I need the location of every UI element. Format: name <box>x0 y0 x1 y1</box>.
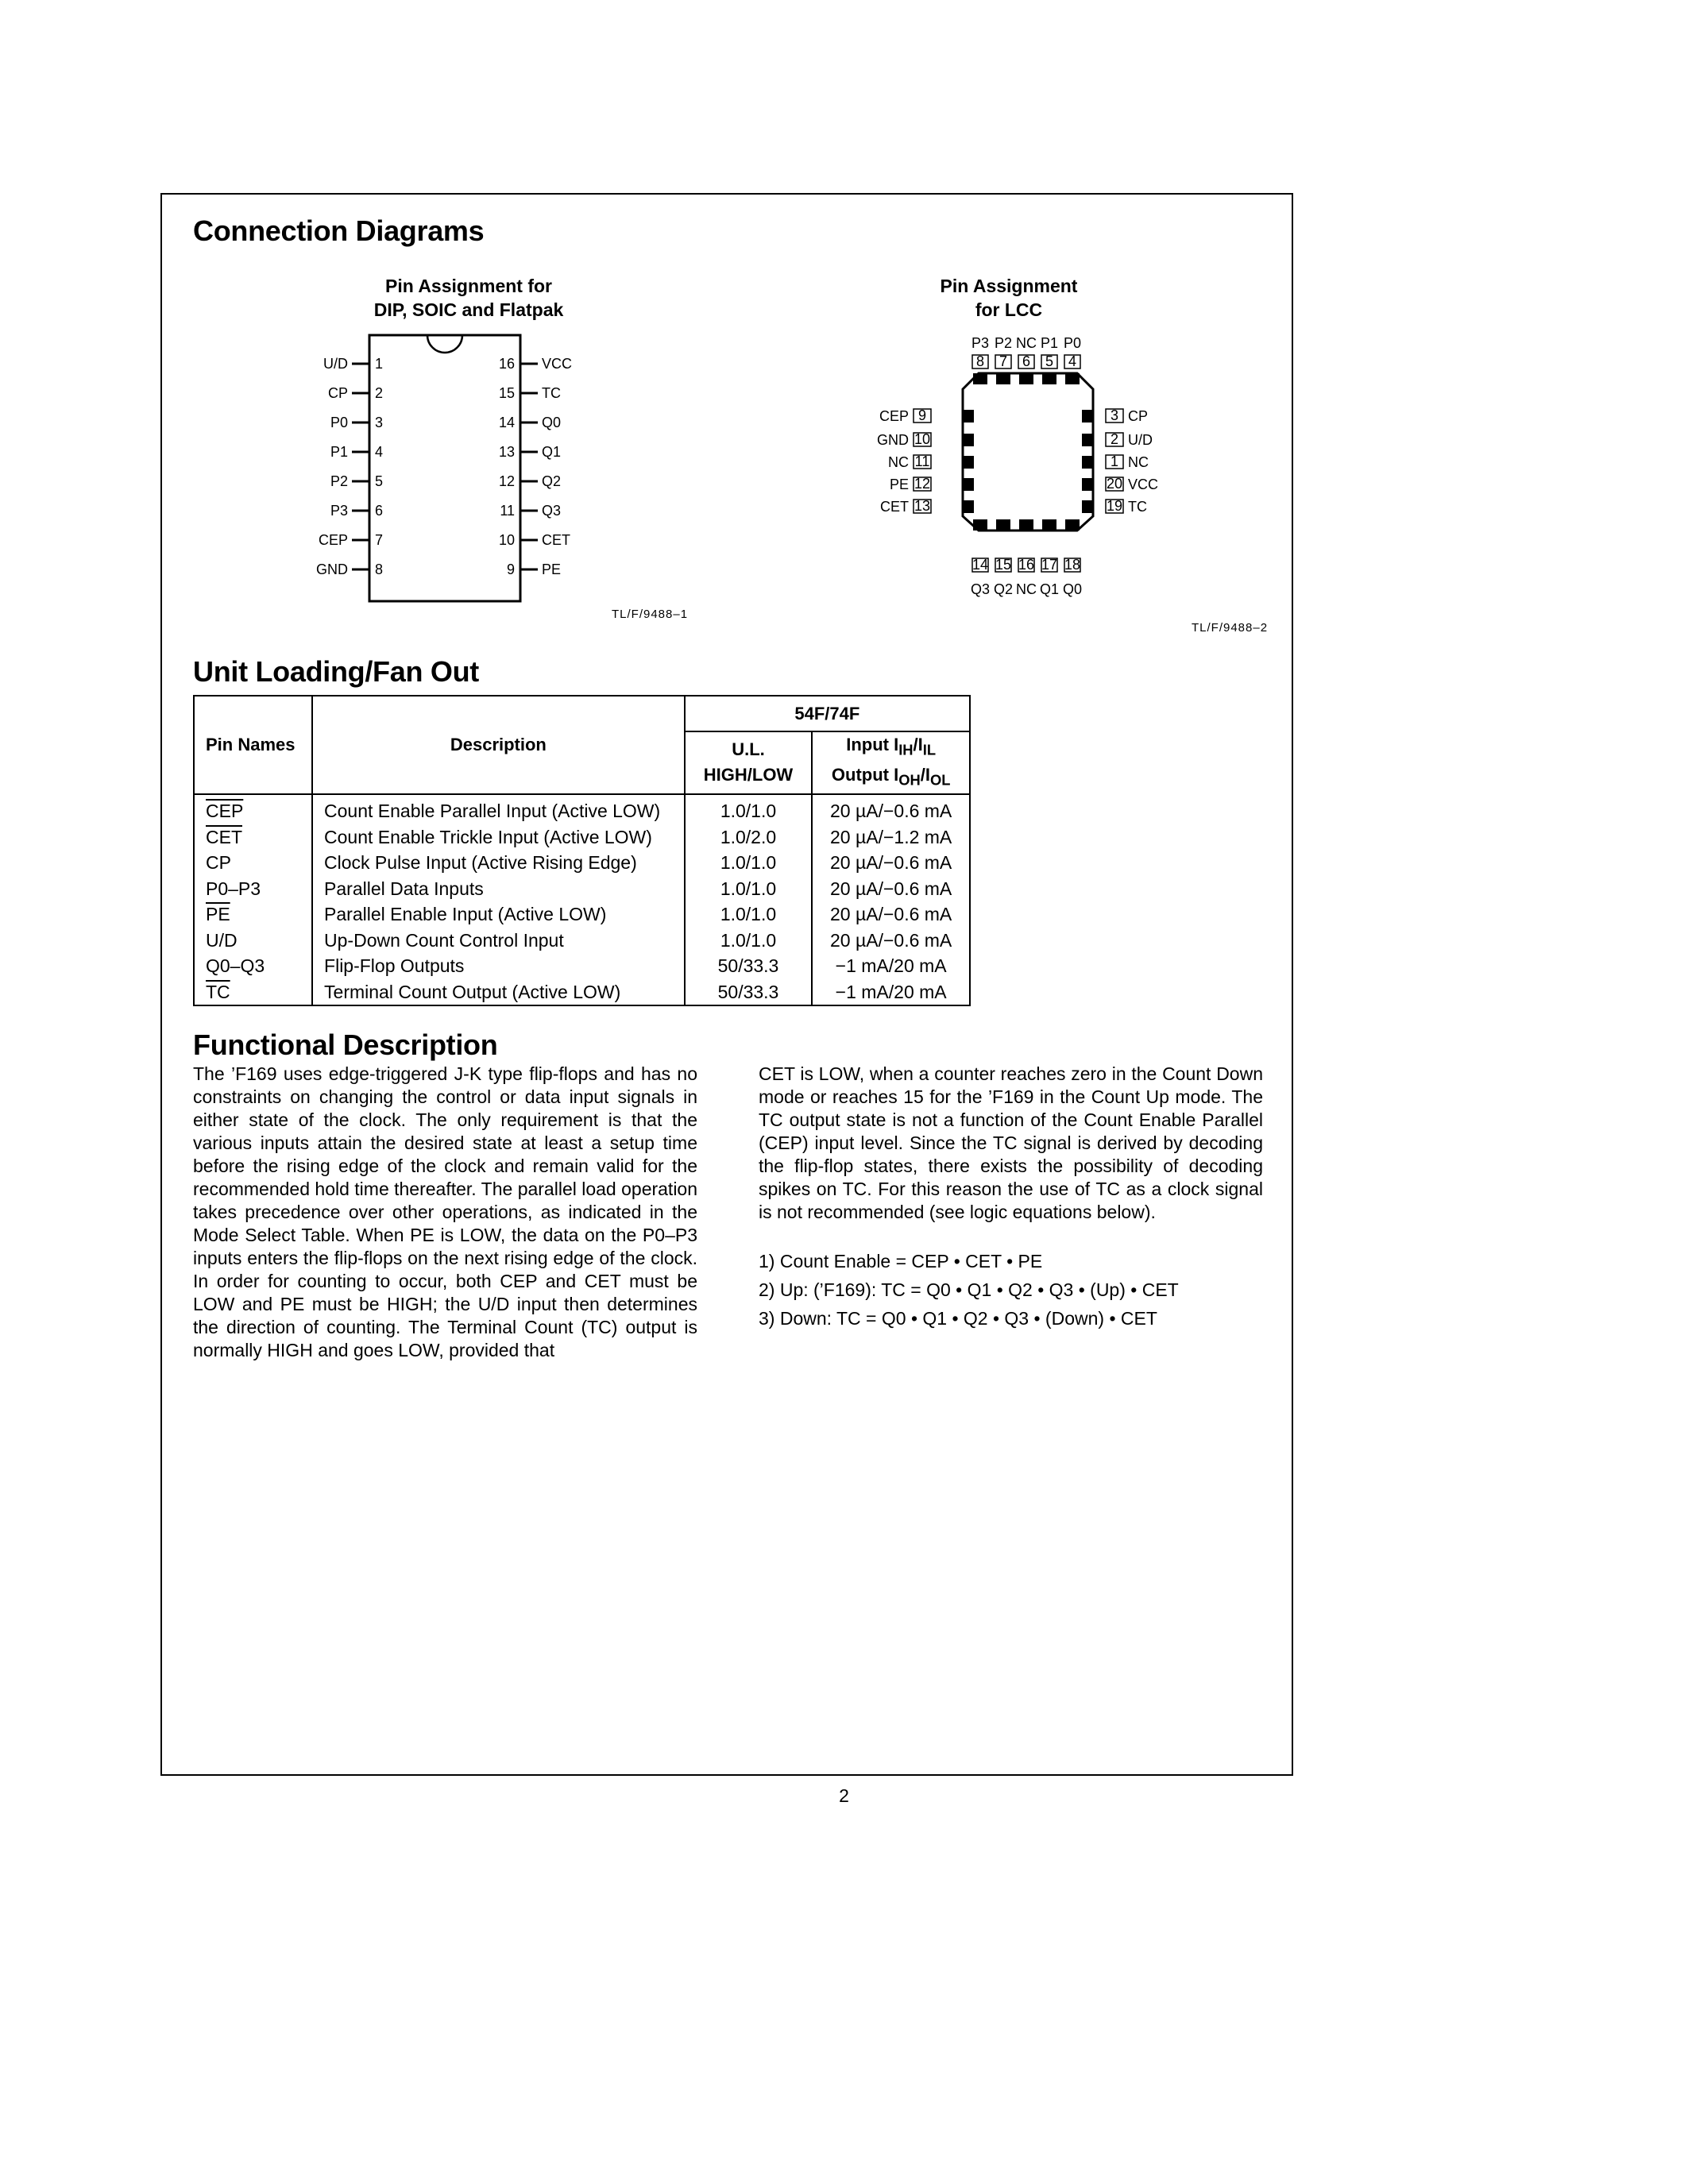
lcc-pin-number: 17 <box>1041 557 1058 573</box>
dip-pin-label: CEP <box>318 532 348 548</box>
pin-description: Flip-Flop Outputs <box>312 953 685 979</box>
lcc-figure-id: TL/F/9488–2 <box>1192 621 1269 635</box>
lcc-pad <box>1019 519 1033 531</box>
lcc-pad <box>963 478 974 491</box>
io-current: 20 µA/−0.6 mA <box>812 875 970 901</box>
pin-description: Count Enable Trickle Input (Active LOW) <box>312 824 685 850</box>
io-current: −1 mA/20 mA <box>812 953 970 979</box>
lcc-pin-number: 13 <box>914 498 931 514</box>
lcc-package-body <box>963 373 1093 531</box>
lcc-pad <box>996 373 1010 384</box>
lcc-pin-label: P2 <box>994 335 1013 351</box>
io-current: 20 µA/−0.6 mA <box>812 901 970 928</box>
dip-pin-number: 3 <box>375 415 384 430</box>
lcc-pad <box>963 456 974 469</box>
col-pin-names: Pin Names <box>194 696 312 794</box>
lcc-pad <box>1065 519 1080 531</box>
dip-notch <box>427 335 462 353</box>
col-input-output: Input $I_{IH}/I_{IL}$ Output $I_{OH}/I_{OL}$ <box>812 731 970 794</box>
dip-pin-label: P0 <box>330 415 348 430</box>
table-row <box>194 794 970 824</box>
dip-pin-label: P1 <box>330 444 348 460</box>
pin-description: Clock Pulse Input (Active Rising Edge) <box>312 850 685 876</box>
dip-pin-number: 12 <box>498 473 515 489</box>
pin-name: $\overline{CET}$ <box>206 826 242 847</box>
unit-load: 1.0/1.0 <box>685 875 813 901</box>
pin-description: Parallel Data Inputs <box>312 875 685 901</box>
lcc-caption: Pin Assignment for LCC <box>940 276 1078 320</box>
lcc-pin-number: 14 <box>971 557 989 573</box>
lcc-pin-label: P0 <box>1063 335 1082 351</box>
lcc-pad <box>1082 434 1093 446</box>
lcc-pad <box>1082 456 1093 469</box>
col-54f74f: 54F/74F <box>685 696 970 731</box>
lcc-pin-number: 1 <box>1110 453 1119 469</box>
dip-pin-label: P3 <box>330 503 348 519</box>
lcc-pin-label: NC <box>1016 335 1037 351</box>
lcc-pin-label: P3 <box>971 335 990 351</box>
pin-description: Up-Down Count Control Input <box>312 927 685 953</box>
pin-description: Terminal Count Output (Active LOW) <box>312 978 685 1005</box>
lcc-pad <box>1065 373 1080 384</box>
lcc-pin-number: 6 <box>1022 353 1031 369</box>
dip-pin-label: CET <box>542 532 570 548</box>
dip-pin-number: 16 <box>498 356 515 372</box>
unit-load: 50/33.3 <box>685 978 813 1005</box>
lcc-pin-number: 5 <box>1045 353 1054 369</box>
dip-pin-label: Q3 <box>542 503 562 519</box>
unit-load: 1.0/1.0 <box>685 794 813 824</box>
lcc-pin-number: 9 <box>917 407 927 423</box>
table-row <box>194 978 970 1005</box>
lcc-pad <box>1042 373 1056 384</box>
lcc-pin-label: Q1 <box>1039 581 1060 597</box>
io-current: 20 µA/−0.6 mA <box>812 927 970 953</box>
lcc-pin-number: 19 <box>1106 498 1123 514</box>
lcc-pin-label: GND <box>877 432 909 448</box>
connection-diagrams-heading: Connection Diagrams <box>193 214 485 247</box>
lcc-pin-number: 18 <box>1064 557 1081 573</box>
lcc-pin-number: 11 <box>914 453 930 469</box>
dip-pin-number: 5 <box>375 473 384 489</box>
lcc-pin-label: NC <box>888 454 909 470</box>
dip-pin-number: 2 <box>375 385 384 401</box>
lcc-pin-label: CP <box>1128 408 1149 424</box>
lcc-pin-label: NC <box>1128 454 1149 470</box>
lcc-pin-number: 20 <box>1106 476 1123 492</box>
lcc-pad <box>963 500 974 513</box>
dip-pin-label: TC <box>542 385 561 401</box>
lcc-pad <box>1019 373 1033 384</box>
pin-name: U/D <box>206 929 238 951</box>
functional-description-heading: Functional Description <box>193 1028 498 1061</box>
functional-text-col2: CET is LOW, when a counter reaches zero in the Count Down mode or reaches 15 for the ’F169 in the Count Up mode. The TC output state is not a function of the Count Enable Parallel (CEP) input level. Since the TC signal is derived by decoding the flip-flop states, there exists the possibility of decoding spikes on TC. For this reason the use of TC as a clock signal is not recommended (see logic equations below). <box>759 1063 1263 1222</box>
pin-name: $\overline{TC}$ <box>206 981 230 1002</box>
lcc-pinout-diagram <box>858 326 1192 619</box>
dip-pin-label: PE <box>542 561 562 577</box>
lcc-pad <box>1082 500 1093 513</box>
lcc-pad <box>1082 478 1093 491</box>
unit-load: 1.0/1.0 <box>685 927 813 953</box>
dip-pin-number: 6 <box>375 503 384 519</box>
dip-pin-number: 15 <box>498 385 515 401</box>
lcc-pin-label: Q3 <box>970 581 991 597</box>
unit-load: 50/33.3 <box>685 953 813 979</box>
lcc-pin-label: TC <box>1128 499 1147 515</box>
table-row <box>194 850 970 876</box>
lcc-pad <box>1082 410 1093 423</box>
pin-name: $\overline{PE}$ <box>206 904 230 925</box>
lcc-pad <box>1042 519 1056 531</box>
dip-pin-label: Q0 <box>542 415 562 430</box>
lcc-pad <box>963 410 974 423</box>
table-row <box>194 927 970 953</box>
table-row <box>194 824 970 850</box>
dip-pin-number: 8 <box>375 561 384 577</box>
lcc-pin-number: 8 <box>975 353 985 369</box>
dip-pin-label: Q1 <box>542 444 562 460</box>
unit-load: 1.0/1.0 <box>685 901 813 928</box>
lcc-pin-label: VCC <box>1128 477 1159 492</box>
io-current: 20 µA/−1.2 mA <box>812 824 970 850</box>
lcc-pin-label: Q0 <box>1062 581 1083 597</box>
equation-up: 2) Up: (’F169): TC = Q0 • Q1 • Q2 • Q3 • (Up) • CET <box>759 1279 1179 1300</box>
io-current: 20 µA/−0.6 mA <box>812 850 970 876</box>
pin-description: Count Enable Parallel Input (Active LOW) <box>312 794 685 824</box>
lcc-pin-number: 15 <box>995 557 1012 573</box>
pin-name: P0–P3 <box>206 878 261 899</box>
dip-pin-label: Q2 <box>542 473 562 489</box>
lcc-pad <box>973 373 987 384</box>
lcc-pin-label: U/D <box>1128 432 1153 448</box>
dip-pin-label: U/D <box>323 356 348 372</box>
col-description: Description <box>312 696 685 794</box>
dip-pin-number: 14 <box>498 415 515 430</box>
lcc-pin-number: 10 <box>914 431 931 447</box>
equation-down: 3) Down: TC = Q0 • Q1 • Q2 • Q3 • (Down) • CET <box>759 1308 1157 1329</box>
lcc-pin-number: 12 <box>914 476 931 492</box>
pin-name: CP <box>206 852 231 874</box>
dip-pin-number: 11 <box>500 503 515 519</box>
dip-pin-number: 13 <box>498 444 515 460</box>
dip-pin-number: 4 <box>375 444 384 460</box>
dip-pin-number: 1 <box>375 356 384 372</box>
lcc-pin-number: 16 <box>1018 557 1035 573</box>
dip-pin-number: 7 <box>375 532 384 548</box>
unit-loading-table <box>193 695 971 1006</box>
dip-pin-label: VCC <box>542 356 573 372</box>
dip-figure-id: TL/F/9488–1 <box>612 608 689 621</box>
table-row <box>194 953 970 979</box>
lcc-pin-number: 7 <box>999 353 1008 369</box>
lcc-pin-label: P1 <box>1040 335 1059 351</box>
lcc-pin-label: CEP <box>879 408 909 424</box>
col-ul: U.L. HIGH/LOW <box>685 731 813 794</box>
lcc-pad <box>973 519 987 531</box>
io-current: 20 µA/−0.6 mA <box>812 794 970 824</box>
unit-load: 1.0/1.0 <box>685 850 813 876</box>
dip-package-body <box>369 335 520 601</box>
lcc-pin-number: 3 <box>1110 407 1119 423</box>
lcc-pin-number: 4 <box>1068 353 1077 369</box>
dip-pin-label: P2 <box>330 473 348 489</box>
page-number: 2 <box>839 1785 849 1806</box>
dip-pinout-diagram <box>302 326 588 619</box>
lcc-pad <box>963 434 974 446</box>
lcc-pin-label: PE <box>889 477 909 492</box>
unit-loading-heading: Unit Loading/Fan Out <box>193 655 479 688</box>
dip-pin-number: 10 <box>498 532 515 548</box>
pin-description: Parallel Enable Input (Active LOW) <box>312 901 685 928</box>
lcc-pin-label: Q2 <box>993 581 1014 597</box>
equation-count-enable: 1) Count Enable = CEP • CET • PE <box>759 1251 1043 1271</box>
functional-text-col1: The ’F169 uses edge-triggered J-K type flip-flops and has no constraints on changing the control or data input signals in either state of the clock. The only requirement is that the various inputs attain the desired state at least a setup time before the rising edge of the clock and remain valid for the recommended hold time thereafter. The parallel load operation takes precedence over other operations, as indicated in the Mode Select Table. When PE is LOW, the data on the P0–P3 inputs enters the flip-flops on the next rising edge of the clock. In order for counting to occur, both CEP and CET must be LOW and PE must be HIGH; the U/D input then determines the direction of counting. The Terminal Count (TC) output is normally HIGH and goes LOW, provided that <box>193 1063 698 1360</box>
lcc-pad <box>996 519 1010 531</box>
table-row <box>194 875 970 901</box>
pin-name: $\overline{CEP}$ <box>206 801 244 822</box>
dip-caption: Pin Assignment for DIP, SOIC and Flatpak <box>373 276 564 320</box>
unit-load: 1.0/2.0 <box>685 824 813 850</box>
lcc-pin-label: CET <box>880 499 909 515</box>
lcc-pin-number: 2 <box>1110 431 1119 447</box>
pin-name: Q0–Q3 <box>206 955 265 977</box>
table-row <box>194 901 970 928</box>
dip-pin-number: 9 <box>506 561 515 577</box>
lcc-pin-label: NC <box>1016 581 1037 597</box>
dip-pin-label: CP <box>327 385 348 401</box>
io-current: −1 mA/20 mA <box>812 978 970 1005</box>
dip-pin-label: GND <box>316 561 348 577</box>
